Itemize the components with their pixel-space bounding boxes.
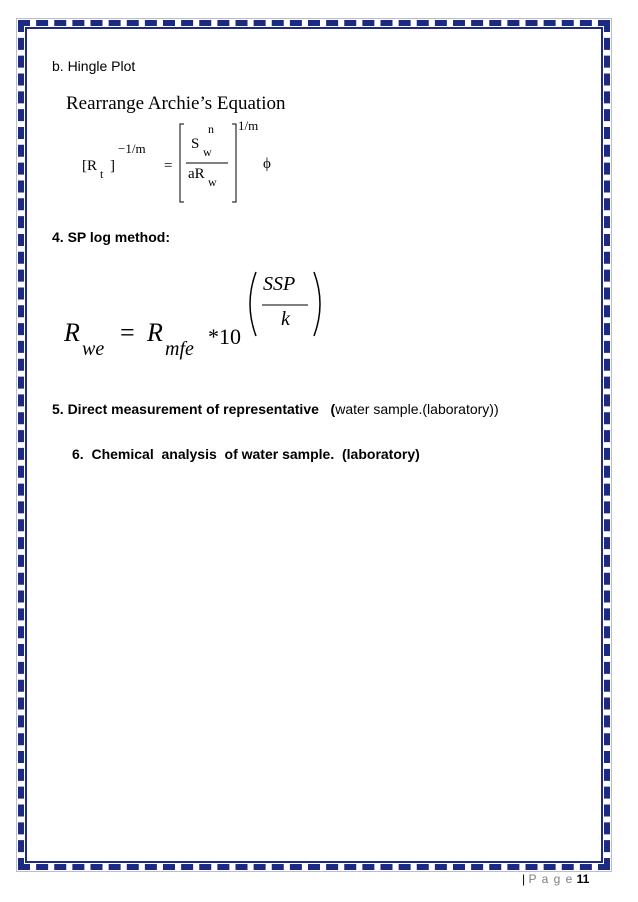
equals-sign: = xyxy=(120,318,135,347)
section-b-heading: b. Hingle Plot xyxy=(52,58,136,74)
numerator-base: S xyxy=(191,136,200,152)
section-5-normal: water sample.(laboratory)) xyxy=(335,401,499,417)
footer-page-word: P a g e xyxy=(528,872,574,886)
numerator-superscript: n xyxy=(208,122,214,136)
denominator-subscript: w xyxy=(208,175,217,189)
times-ten: *10 xyxy=(208,324,241,349)
numerator-subscript: w xyxy=(203,145,212,159)
phi-symbol: ϕ xyxy=(263,156,271,172)
archie-equation xyxy=(78,118,298,204)
denominator-base: aR xyxy=(188,166,205,182)
lhs-subscript: t xyxy=(100,167,104,181)
rhs-r: R xyxy=(147,318,163,347)
section-5-text xyxy=(52,401,499,417)
sp-equation xyxy=(64,266,334,371)
rhs-subscript: mfe xyxy=(165,338,194,360)
page-footer xyxy=(522,872,589,886)
archie-equation-title: Rearrange Archie’s Equation xyxy=(66,93,286,114)
rhs-exponent: 1/m xyxy=(238,118,259,133)
section-5-bold: 5. Direct measurement of representative ( xyxy=(52,401,336,417)
section-6-text: 6. Chemical analysis of water sample. (laboratory) xyxy=(72,446,420,462)
lhs-r: R xyxy=(64,318,80,347)
section-4-heading: 4. SP log method: xyxy=(52,229,170,245)
lhs-base: [R xyxy=(82,158,97,174)
footer-page-number: 11 xyxy=(576,872,590,886)
exponent-numerator: SSP xyxy=(263,273,296,295)
lhs-subscript: we xyxy=(82,338,105,360)
exponent-denominator: k xyxy=(281,308,290,330)
equals-sign: = xyxy=(164,158,173,174)
lhs-exponent: −1/m xyxy=(118,141,146,156)
footer-separator: | xyxy=(522,872,526,886)
lhs-close: ] xyxy=(110,158,115,174)
